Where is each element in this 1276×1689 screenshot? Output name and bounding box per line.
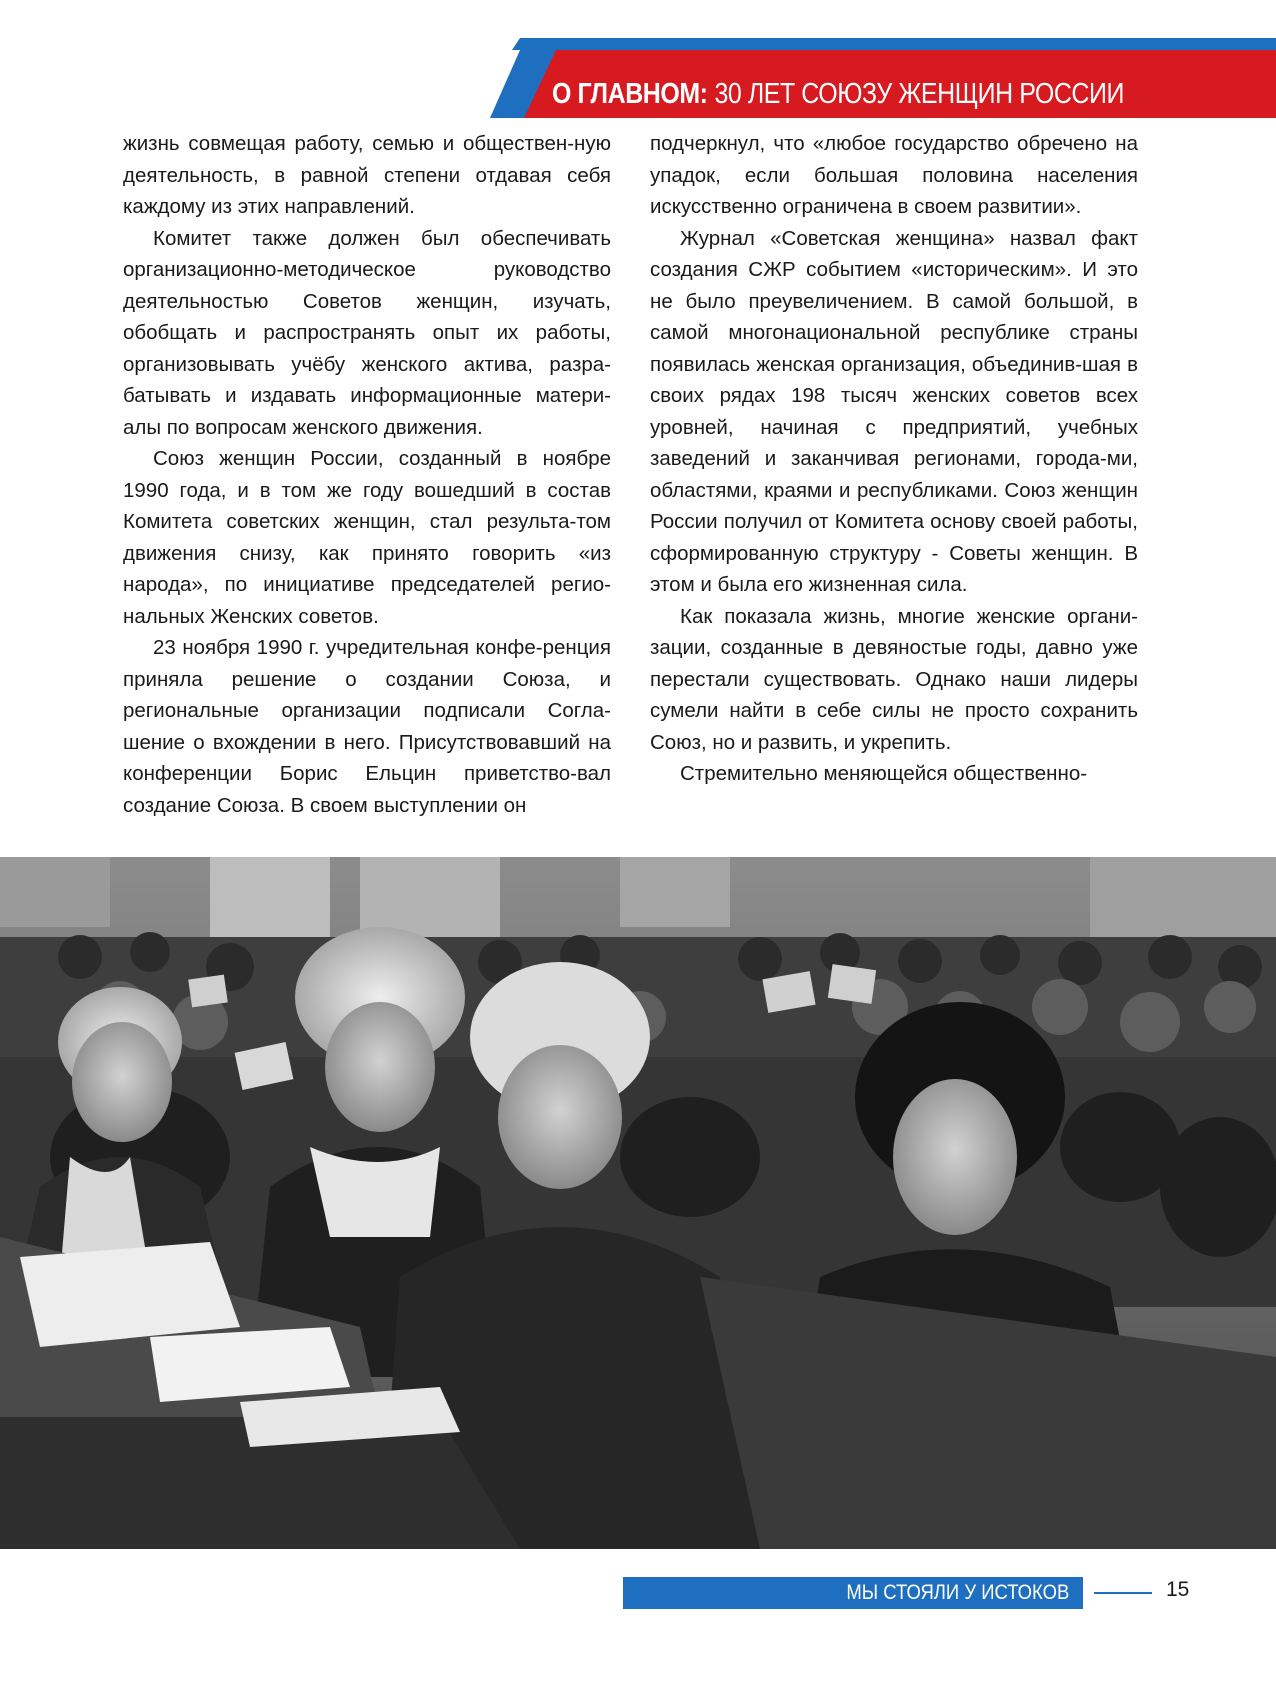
page-number: 15 [1166,1578,1190,1601]
header-title [552,72,1125,116]
paragraph: Союз женщин России, созданный в ноябре 1990 года, и в том же году вошедший в состав Комитета советских женщин, стал результа-том движения снизу, как принято говорить «из народа», по инициативе председателей регио-нальных Женских советов. [123,447,611,628]
conference-photo [0,857,1276,1549]
section-header [0,0,1276,130]
paragraph: жизнь совмещая работу, семью и обществен-ную деятельность, в равной степени отдавая себя каждому из этих направлений. [123,132,611,218]
article-column-left [123,128,611,821]
conference-photo-illustration [0,857,1276,1549]
paragraph: Как показала жизнь, многие женские органи-зации, созданные в девяностые годы, давно уже перестали существовать. Однако наши лидеры сумели найти в себе силы не просто сохранить Союз, но и развить, и укрепить. [650,604,1138,754]
header-title-rest: 30 ЛЕТ СОЮЗУ ЖЕНЩИН РОССИИ [714,77,1125,110]
paragraph: Комитет также должен был обеспечивать организационно-методическое руководство деятельностью Советов женщин, изучать, обобщать и распространять опыт их работы, организовывать учёбу женского актива, разра-батывать и издавать информационные матери-алы по вопросам женского движения. [123,226,611,439]
article-column-right [650,128,1138,790]
footer-divider-line [1094,1592,1152,1594]
footer-section-label [623,1577,1083,1609]
paragraph: Стремительно меняющейся общественно- [680,762,1088,786]
header-title-bold: О ГЛАВНОМ: [552,77,708,110]
paragraph: подчеркнул, что «любое государство обречено на упадок, если большая половина населения искусственно ограничена в своем развитии». [650,132,1138,218]
footer-section-text: МЫ СТОЯЛИ У ИСТОКОВ [846,1581,1069,1604]
paragraph: 23 ноября 1990 г. учредительная конфе-ренция приняла решение о создании Союза, и региональные организации подписали Согла-шение о вхождении в него. Присутствовавший на конференции Борис Ельцин приветство-вал создание Союза. В своем выступлении он [123,636,611,817]
paragraph: Журнал «Советская женщина» назвал факт создания СЖР событием «историческим». И это не было преувеличением. В самой большой, в самой многонациональной республике страны появилась женская организация, объединив-шая в своих рядах 198 тысяч женских советов всех уровней, начиная с предприятий, учебных заведений и заканчивая регионами, города-ми, областями, краями и республиками. Союз женщин России получил от Комитета основу своей работы, сформированную структуру - Советы женщин. В этом и была его жизненная сила. [650,226,1138,597]
header-blue-stripe [512,38,1276,50]
